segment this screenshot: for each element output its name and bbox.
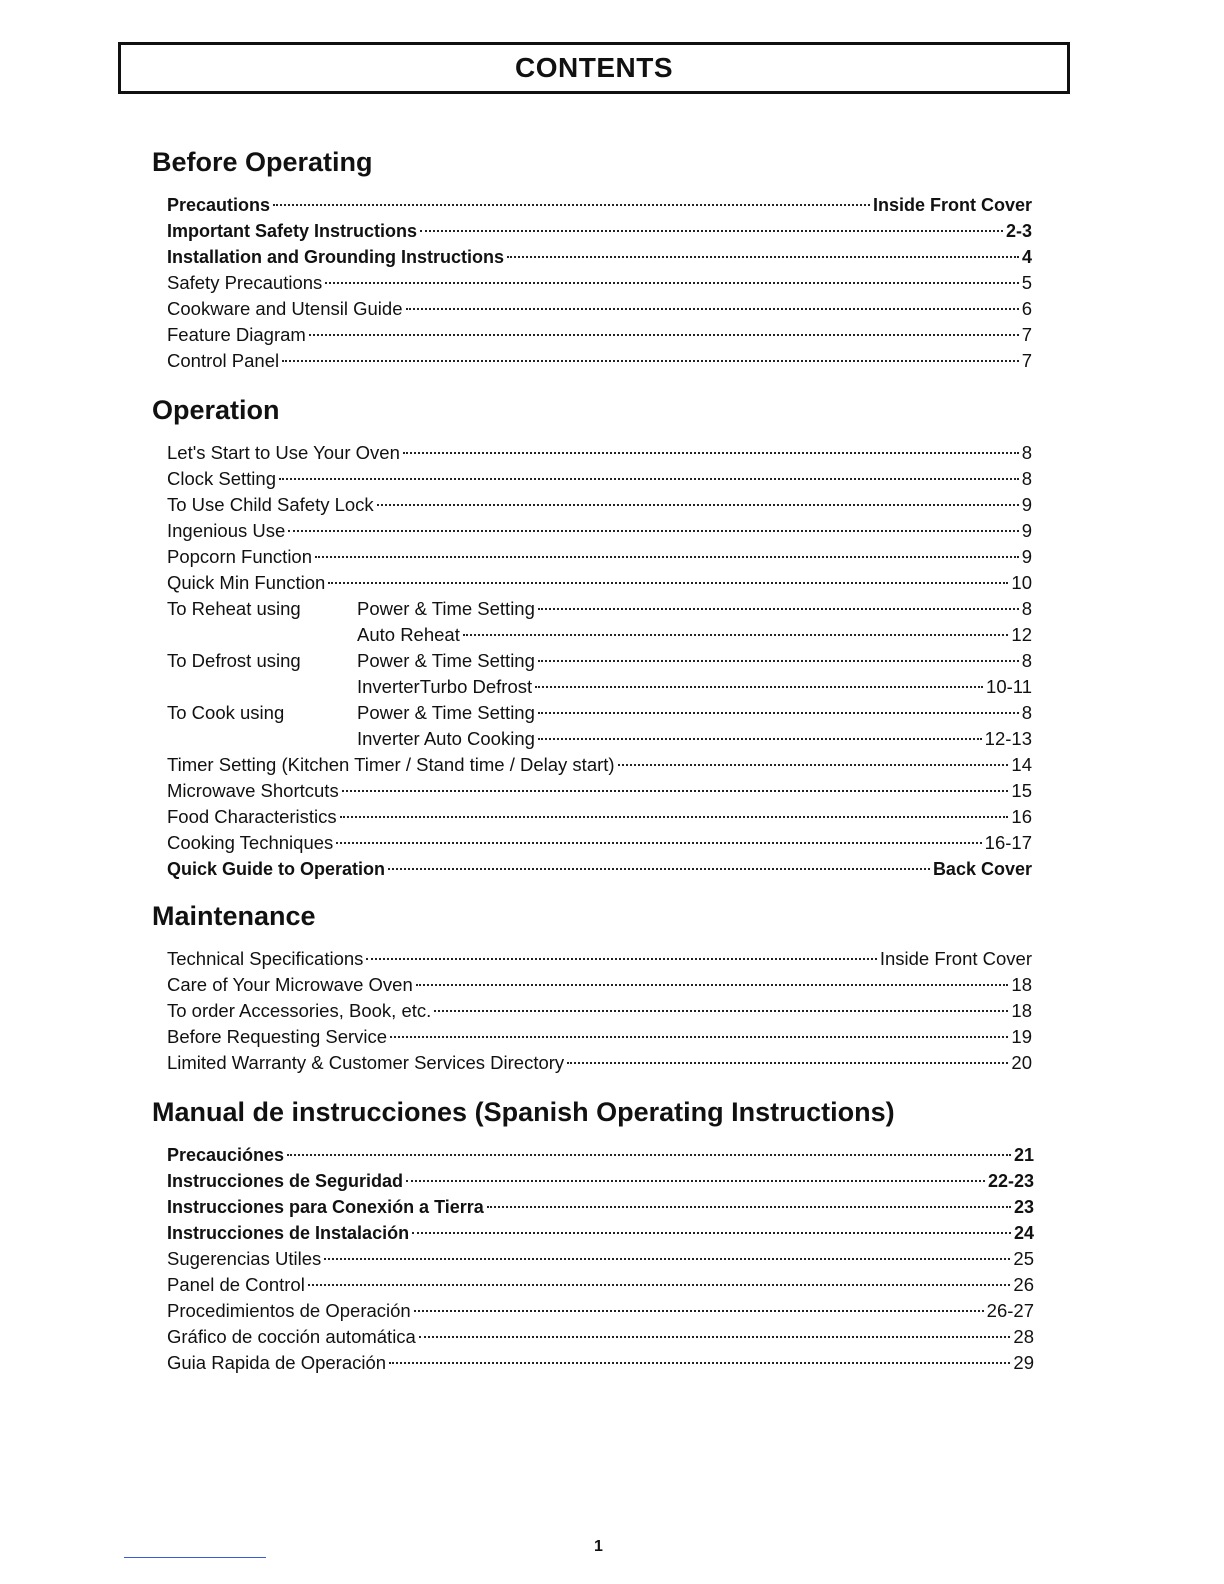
dot-leader <box>279 478 1019 480</box>
dot-leader <box>288 530 1018 532</box>
toc-entry-label: Microwave Shortcuts <box>167 780 339 801</box>
toc-entry <box>167 830 1032 856</box>
toc-entry <box>167 570 1032 596</box>
toc-entry-page: 22-23 <box>987 1171 1034 1191</box>
toc-entry-label: Popcorn Function <box>167 546 313 567</box>
dot-leader <box>507 256 1019 258</box>
dot-leader <box>420 230 1003 232</box>
dot-leader <box>336 842 981 844</box>
toc-entry-label: Clock Setting <box>167 468 276 489</box>
dot-leader <box>340 816 1009 818</box>
dot-leader <box>538 712 1019 714</box>
toc-entry-page: 8 <box>1021 650 1032 671</box>
toc-entry-page: 12-13 <box>984 728 1032 749</box>
toc-entry <box>167 700 1032 726</box>
dot-leader <box>419 1336 1011 1338</box>
toc-entry-label: Gráfico de cocción automática <box>167 1326 416 1347</box>
toc-entry <box>167 674 1032 700</box>
toc-entry-label: Cookware and Utensil Guide <box>167 298 403 319</box>
toc-entry-label: Before Requesting Service <box>167 1026 388 1047</box>
dot-leader <box>406 308 1019 310</box>
toc-entry <box>167 1272 1034 1298</box>
toc-entry <box>167 1246 1034 1272</box>
dot-leader <box>388 868 930 870</box>
dot-leader <box>487 1206 1011 1208</box>
toc-entry <box>167 972 1032 998</box>
dot-leader <box>416 984 1009 986</box>
toc-entries <box>167 1142 1034 1376</box>
section-maintenance <box>152 900 1032 1076</box>
toc-entry <box>167 1024 1032 1050</box>
toc-entry-page: 29 <box>1013 1352 1034 1373</box>
page-number: 1 <box>594 1538 603 1555</box>
toc-entry-label: Power & Time Setting <box>357 650 535 671</box>
section-heading: Operation <box>152 395 280 425</box>
toc-entry-page: 28 <box>1013 1326 1034 1347</box>
section-before-operating <box>152 146 1032 374</box>
toc-entry-label: Ingenious Use <box>167 520 286 541</box>
toc-entry <box>167 778 1032 804</box>
toc-entry-page: 7 <box>1021 324 1032 345</box>
toc-entry-page: 10-11 <box>986 676 1032 697</box>
toc-entry-label: Power & Time Setting <box>357 598 535 619</box>
toc-entry-label: Control Panel <box>167 350 280 371</box>
toc-entry-label: Cooking Techniques <box>167 832 334 853</box>
toc-entry-label: Auto Reheat <box>357 624 460 645</box>
toc-entry <box>167 946 1032 972</box>
toc-entry <box>167 1298 1034 1324</box>
toc-entry <box>167 1324 1034 1350</box>
toc-entry-page: 14 <box>1011 754 1032 775</box>
toc-entry <box>167 192 1032 218</box>
footer-rule <box>124 1557 266 1558</box>
toc-entry <box>167 596 1032 622</box>
toc-entry-page: 5 <box>1021 272 1032 293</box>
section-heading: Manual de instrucciones (Spanish Operating Instructions) <box>152 1097 895 1127</box>
section-spanish-instructions <box>152 1096 1034 1376</box>
toc-entry-page: 26 <box>1013 1274 1034 1295</box>
toc-entry <box>167 466 1032 492</box>
toc-entry-label: Sugerencias Utiles <box>167 1248 322 1269</box>
toc-entry-label: Timer Setting (Kitchen Timer / Stand time / Delay start) <box>167 754 615 775</box>
dot-leader <box>389 1362 1010 1364</box>
dot-leader <box>273 204 870 206</box>
toc-entry-group-label: To Cook using <box>167 702 285 723</box>
dot-leader <box>538 738 982 740</box>
toc-entry-page: 26-27 <box>986 1300 1034 1321</box>
toc-entry-page: Inside Front Cover <box>872 195 1032 215</box>
toc-entry-label: Quick Min Function <box>167 572 326 593</box>
dot-leader <box>390 1036 1008 1038</box>
toc-entry <box>167 518 1032 544</box>
dot-leader <box>538 608 1019 610</box>
toc-entry-label: Care of Your Microwave Oven <box>167 974 413 995</box>
dot-leader <box>282 360 1019 362</box>
toc-entry <box>167 1220 1034 1246</box>
toc-entry-page: 9 <box>1021 494 1032 515</box>
dot-leader <box>366 958 876 960</box>
dot-leader <box>377 504 1019 506</box>
toc-entry <box>167 322 1032 348</box>
section-heading: Maintenance <box>152 901 316 931</box>
dot-leader <box>434 1010 1008 1012</box>
toc-entry-page: 4 <box>1021 247 1032 267</box>
toc-entry-page: 10 <box>1011 572 1032 593</box>
toc-entry-label: Important Safety Instructions <box>167 221 418 241</box>
toc-entry-page: 20 <box>1011 1052 1032 1073</box>
toc-entry <box>167 492 1032 518</box>
toc-entry-page: 8 <box>1021 702 1032 723</box>
toc-entry-label: Guia Rapida de Operación <box>167 1352 387 1373</box>
dot-leader <box>412 1232 1011 1234</box>
toc-entry-label: Limited Warranty & Customer Services Directory <box>167 1052 565 1073</box>
dot-leader <box>406 1180 985 1182</box>
toc-entry <box>167 348 1032 374</box>
toc-entry-label: Feature Diagram <box>167 324 306 345</box>
toc-entry <box>167 648 1032 674</box>
toc-entry-page: 15 <box>1011 780 1032 801</box>
toc-entry <box>167 270 1032 296</box>
toc-entry <box>167 752 1032 778</box>
section-heading: Before Operating <box>152 147 373 177</box>
toc-entry-label: Installation and Grounding Instructions <box>167 247 504 267</box>
toc-entry-label: Technical Specifications <box>167 948 364 969</box>
toc-entry-label: Power & Time Setting <box>357 702 535 723</box>
toc-entry-label: InverterTurbo Defrost <box>357 676 533 697</box>
toc-entry <box>167 296 1032 322</box>
toc-entry <box>167 1050 1032 1076</box>
dot-leader <box>403 452 1019 454</box>
dot-leader <box>325 282 1018 284</box>
toc-entry-label: To order Accessories, Book, etc. <box>167 1000 432 1021</box>
dot-leader <box>567 1062 1008 1064</box>
toc-entry-page: 18 <box>1011 974 1032 995</box>
toc-entry-page: 24 <box>1013 1223 1034 1243</box>
toc-entry-page: 25 <box>1013 1248 1034 1269</box>
toc-entry-page: 18 <box>1011 1000 1032 1021</box>
toc-entry-page: 6 <box>1021 298 1032 319</box>
toc-entry <box>167 440 1032 466</box>
dot-leader <box>309 334 1019 336</box>
section-operation <box>152 394 1032 882</box>
toc-entry-page: 23 <box>1013 1197 1034 1217</box>
toc-entry-page: Inside Front Cover <box>879 948 1032 969</box>
toc-entry-label: Safety Precautions <box>167 272 323 293</box>
toc-entry <box>167 856 1032 882</box>
toc-entry <box>167 544 1032 570</box>
toc-entry-page: 7 <box>1021 350 1032 371</box>
toc-entry-group-label: To Reheat using <box>167 598 301 619</box>
dot-leader <box>463 634 1009 636</box>
toc-entry <box>167 804 1032 830</box>
toc-entry <box>167 244 1032 270</box>
toc-entry-label: Panel de Control <box>167 1274 305 1295</box>
toc-entry-label: Instrucciones para Conexión a Tierra <box>167 1197 484 1217</box>
toc-entry-label: Quick Guide to Operation <box>167 859 386 879</box>
toc-entry-page: 2-3 <box>1005 221 1032 241</box>
toc-entry <box>167 1168 1034 1194</box>
toc-entry-page: Back Cover <box>932 859 1032 879</box>
toc-entry-label: Food Characteristics <box>167 806 337 827</box>
toc-entry-label: Inverter Auto Cooking <box>357 728 535 749</box>
dot-leader <box>324 1258 1010 1260</box>
toc-entries <box>167 946 1032 1076</box>
dot-leader <box>328 582 1008 584</box>
toc-entry-page: 9 <box>1021 546 1032 567</box>
toc-entry-page: 16 <box>1011 806 1032 827</box>
toc-entry-group-label: To Defrost using <box>167 650 301 671</box>
toc-entry-label: Procedimientos de Operación <box>167 1300 411 1321</box>
toc-entry <box>167 1350 1034 1376</box>
dot-leader <box>342 790 1009 792</box>
toc-entry-label: Precautions <box>167 195 271 215</box>
toc-entry-page: 19 <box>1011 1026 1032 1047</box>
dot-leader <box>414 1310 984 1312</box>
toc-entry-label: Let's Start to Use Your Oven <box>167 442 400 463</box>
dot-leader <box>308 1284 1011 1286</box>
toc-entry <box>167 1142 1034 1168</box>
toc-entry <box>167 218 1032 244</box>
toc-entry <box>167 622 1032 648</box>
toc-entry-label: Instrucciones de Seguridad <box>167 1171 404 1191</box>
dot-leader <box>618 764 1009 766</box>
toc-entry <box>167 998 1032 1024</box>
toc-entry-page: 21 <box>1013 1145 1034 1165</box>
toc-entry-page: 8 <box>1021 598 1032 619</box>
toc-entry-page: 12 <box>1011 624 1032 645</box>
toc-entry-page: 8 <box>1021 442 1032 463</box>
dot-leader <box>287 1154 1011 1156</box>
toc-entry-label: Instrucciones de Instalación <box>167 1223 410 1243</box>
contents-title: CONTENTS <box>118 42 1070 94</box>
toc-entries <box>167 440 1032 882</box>
dot-leader <box>538 660 1019 662</box>
toc-entry-page: 9 <box>1021 520 1032 541</box>
dot-leader <box>315 556 1019 558</box>
toc-entry-page: 8 <box>1021 468 1032 489</box>
dot-leader <box>535 686 983 688</box>
toc-entries <box>167 192 1032 374</box>
toc-entry-page: 16-17 <box>984 832 1032 853</box>
toc-entry-label: Precauciónes <box>167 1145 285 1165</box>
toc-entry <box>167 1194 1034 1220</box>
toc-entry <box>167 726 1032 752</box>
toc-entry-label: To Use Child Safety Lock <box>167 494 374 515</box>
